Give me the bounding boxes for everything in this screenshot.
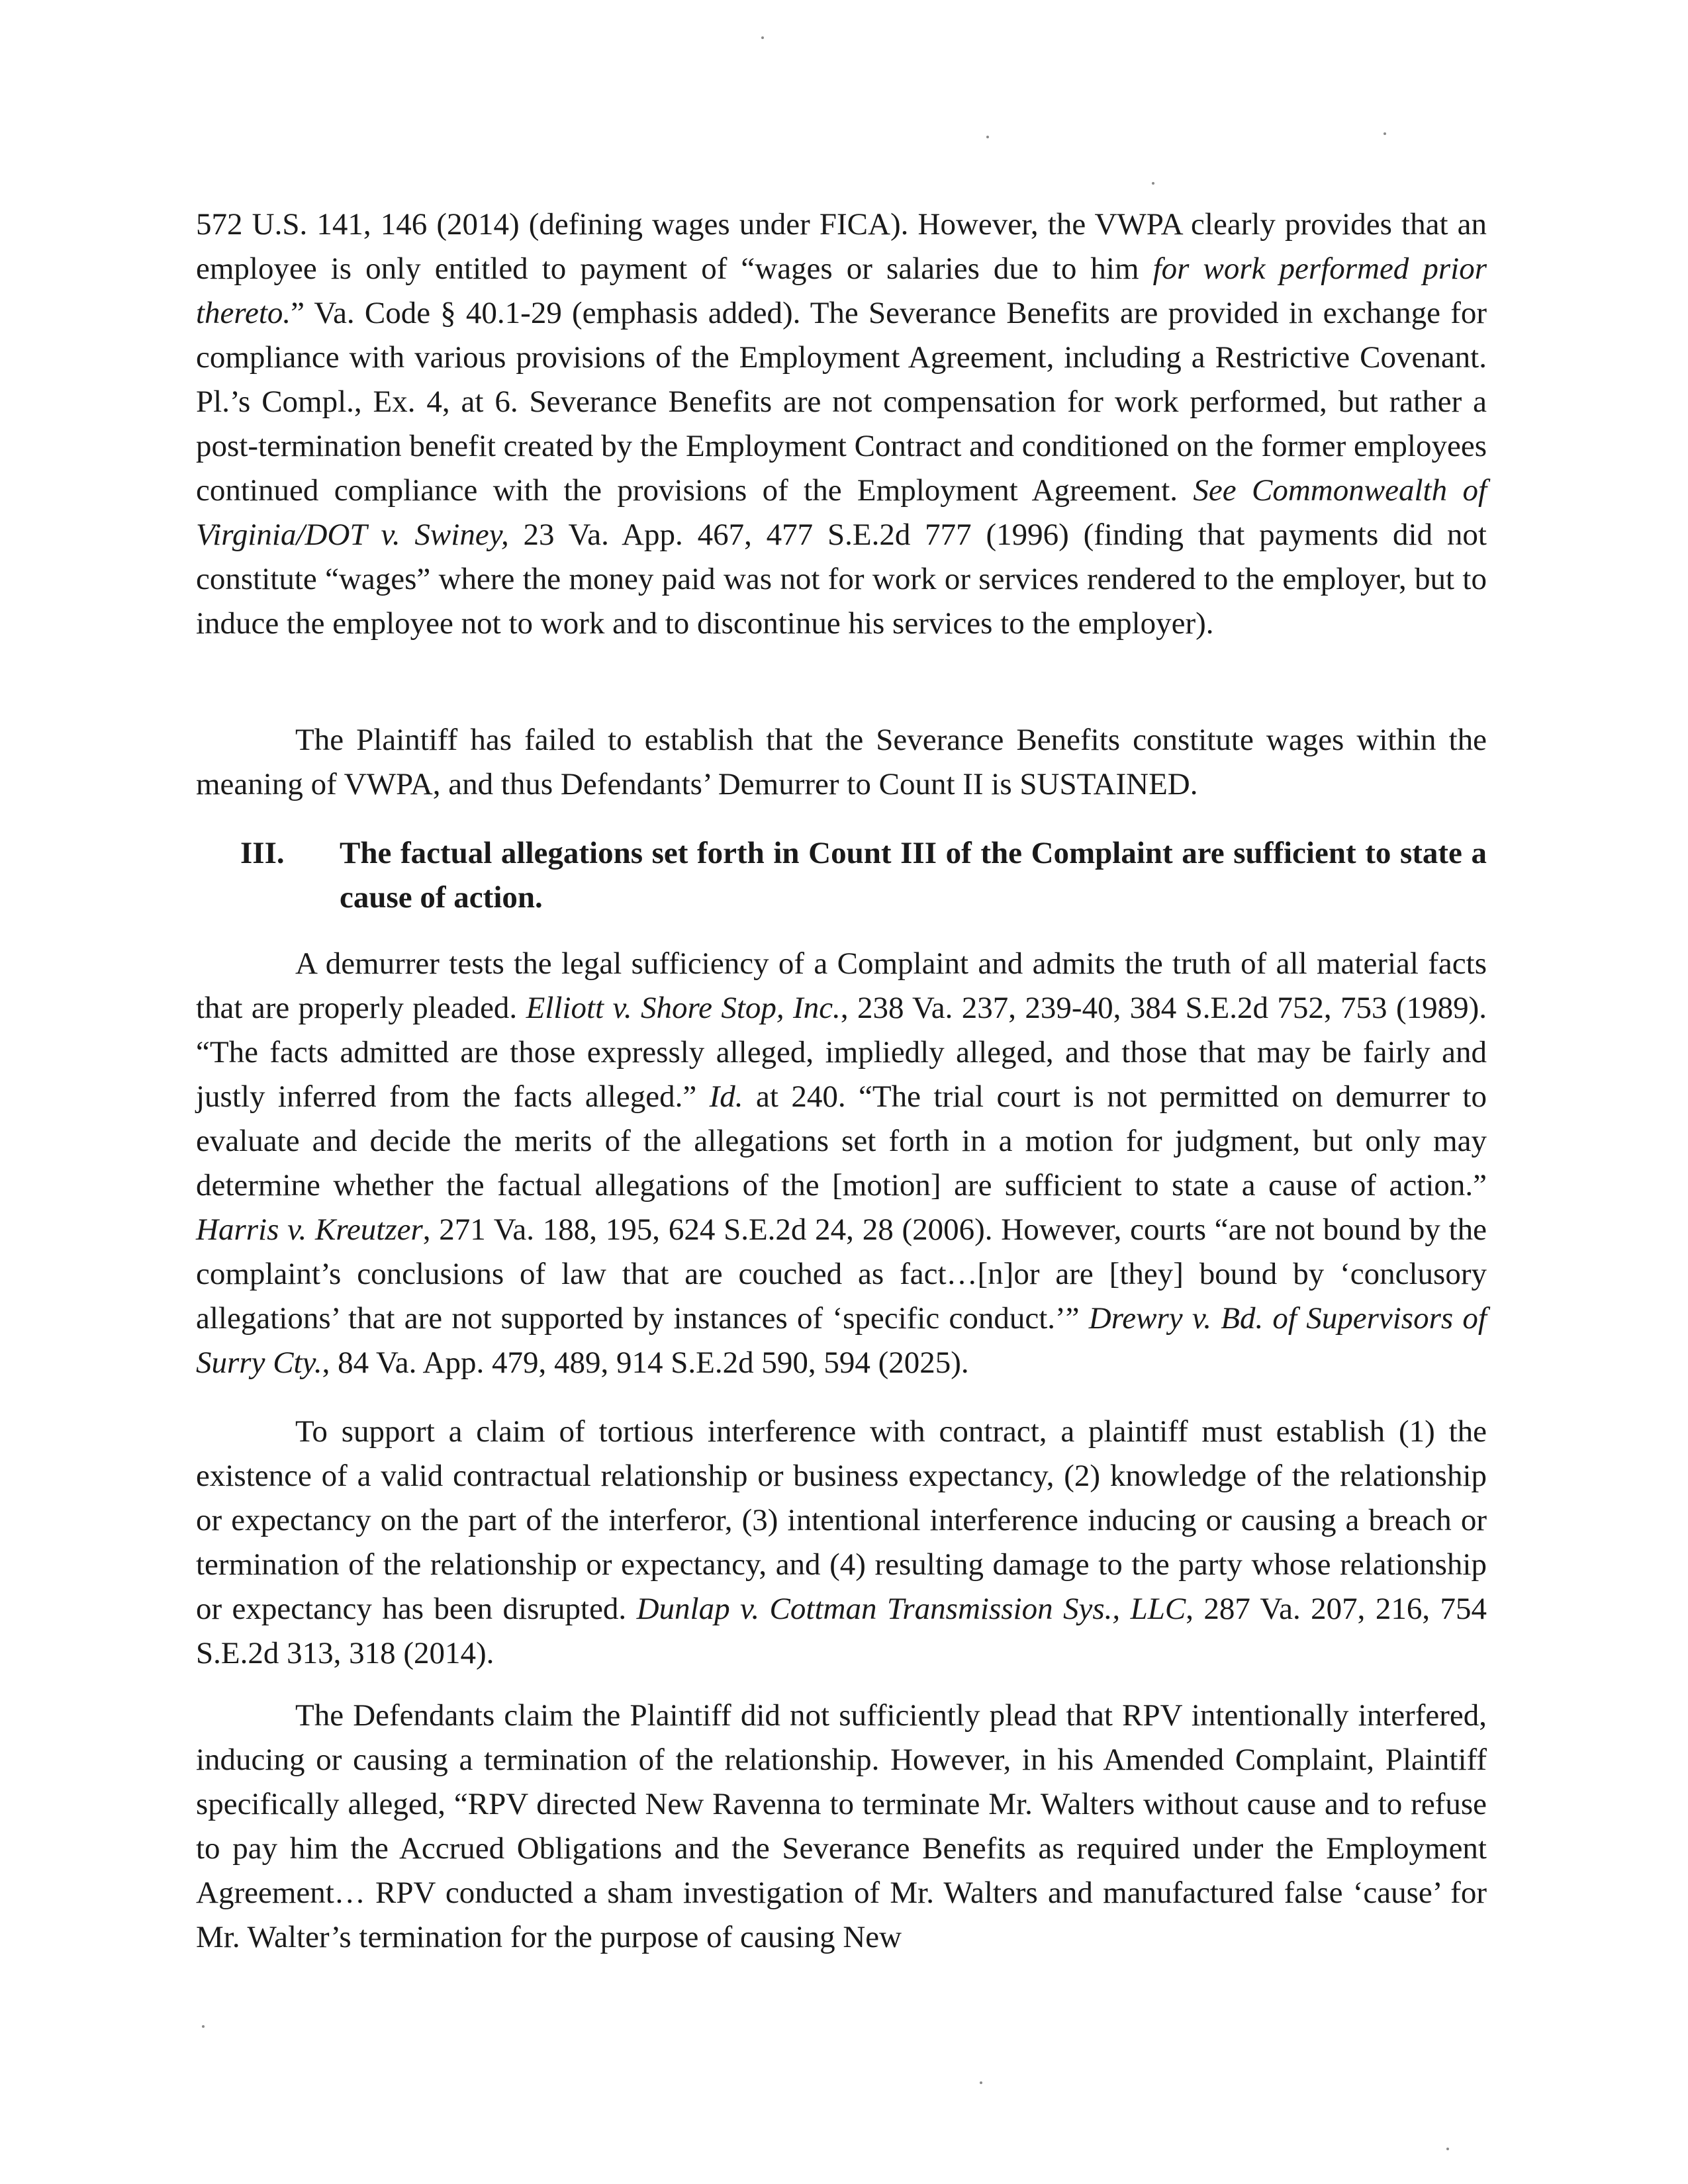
- p4-seg2: , 287 Va. 207, 216, 754 S.E.2d 313, 318 (2014).: [196, 1592, 1487, 1670]
- scan-speck: [1383, 132, 1386, 135]
- heading-number: III.: [240, 836, 285, 870]
- p1-seg2: ” Va. Code § 40.1-29 (emphasis added). The Severance Benefits are provided in exchange for compliance with various provisions of the Employment Agreement, including a Restrictive Covenant. Pl.’s Compl., Ex. 4, at 6. Severance Benefits are not compensation for work performed, but rather a post-termination benefit created by the Employment Contract and conditioned on the former employees continued compliance with the provisions of the Employment Agreement.: [196, 296, 1487, 508]
- paragraph-demurrer-standard: [196, 942, 1487, 1385]
- p4-seg1-italic: Dunlap v. Cottman Transmission Sys., LLC: [636, 1592, 1186, 1626]
- p1-seg1-italic: for work performed prior thereto.: [196, 251, 1487, 330]
- paragraph-tortious-interference-elements: [196, 1410, 1487, 1676]
- p3-seg5-italic: Harris v. Kreutzer: [196, 1212, 423, 1247]
- p4-seg0: To support a claim of tortious interference with contract, a plaintiff must establish (1) the existence of a valid contractual relationship or business expectancy, (2) knowledge of the relationship or expectancy on the part of the interferor, (3) intentional interference inducing or causing a breach or termination of the relationship or expectancy, and (4) resulting damage to the party whose relationship or expectancy has been disrupted.: [196, 1414, 1487, 1626]
- paragraph-count-ii-conclusion: [196, 718, 1487, 807]
- scan-speck: [761, 36, 764, 39]
- p5-seg0: The Defendants claim the Plaintiff did not sufficiently plead that RPV intentionally interfered, inducing or causing a termination of the relationship. However, in his Amended Complaint, Plaintiff specifically alleged, “RPV directed New Ravenna to terminate Mr. Walters without cause and to refuse to pay him the Accrued Obligations and the Severance Benefits as required under the Employment Agreement… RPV conducted a sham investigation of Mr. Walters and manufactured false ‘cause’ for Mr. Walter’s termination for the purpose of causing New: [196, 1698, 1487, 1954]
- p2-seg0: The Plaintiff has failed to establish that the Severance Benefits constitute wages within the meaning of VWPA, and thus Defendants’ Demurrer to Count II is SUSTAINED.: [196, 723, 1487, 801]
- scan-speck: [1446, 2148, 1449, 2150]
- p3-seg3-italic: Id.: [709, 1079, 743, 1114]
- p1-seg0: 572 U.S. 141, 146 (2014) (defining wages under FICA). However, the VWPA clearly provides that an employee is only entitled to payment of “wages or salaries due to him: [196, 207, 1487, 286]
- scan-speck: [980, 2081, 982, 2084]
- p3-seg4: at 240. “The trial court is not permitted on demurrer to evaluate and decide the merits of the allegations set forth in a motion for judgment, but only may determine whether the factual allegations of the [motion] are sufficient to state a cause of action.”: [196, 1079, 1487, 1203]
- p3-seg8: , 84 Va. App. 479, 489, 914 S.E.2d 590, 594 (2025).: [322, 1345, 969, 1380]
- p3-seg2: , 238 Va. 237, 239-40, 384 S.E.2d 752, 753 (1989). “The facts admitted are those expressly alleged, impliedly alleged, and those that may be fairly and justly inferred from the facts alleged.”: [196, 991, 1487, 1114]
- section-heading-iii: [240, 831, 1487, 920]
- paragraph-defendants-claim: [196, 1694, 1487, 1960]
- p1-seg4: 23 Va. App. 467, 477 S.E.2d 777 (1996) (finding that payments did not constitute “wages” where the money paid was not for work or services rendered to the employer, but to induce the employee not to work and to discontinue his services to the employer).: [196, 518, 1487, 641]
- scan-speck: [202, 2025, 205, 2028]
- p1-seg3-italic: See Commonwealth of Virginia/DOT v. Swiney,: [196, 473, 1487, 552]
- paragraph-wages-definition: [196, 203, 1487, 646]
- p3-seg1-italic: Elliott v. Shore Stop, Inc.: [526, 991, 841, 1025]
- scan-speck: [986, 136, 989, 138]
- heading-text: The factual allegations set forth in Count III of the Complaint are sufficient to state a cause of action.: [340, 836, 1487, 915]
- p3-seg6: , 271 Va. 188, 195, 624 S.E.2d 24, 28 (2006). However, courts “are not bound by the complaint’s conclusions of law that are couched as fact…[n]or are [they] bound by ‘conclusory allegations’ that are not supported by instances of ‘specific conduct.’”: [196, 1212, 1487, 1336]
- p3-seg0: A demurrer tests the legal sufficiency of a Complaint and admits the truth of all material facts that are properly pleaded.: [196, 946, 1487, 1025]
- scan-speck: [1152, 182, 1154, 185]
- p3-seg7-italic: Drewry v. Bd. of Supervisors of Surry Cty.: [196, 1301, 1487, 1380]
